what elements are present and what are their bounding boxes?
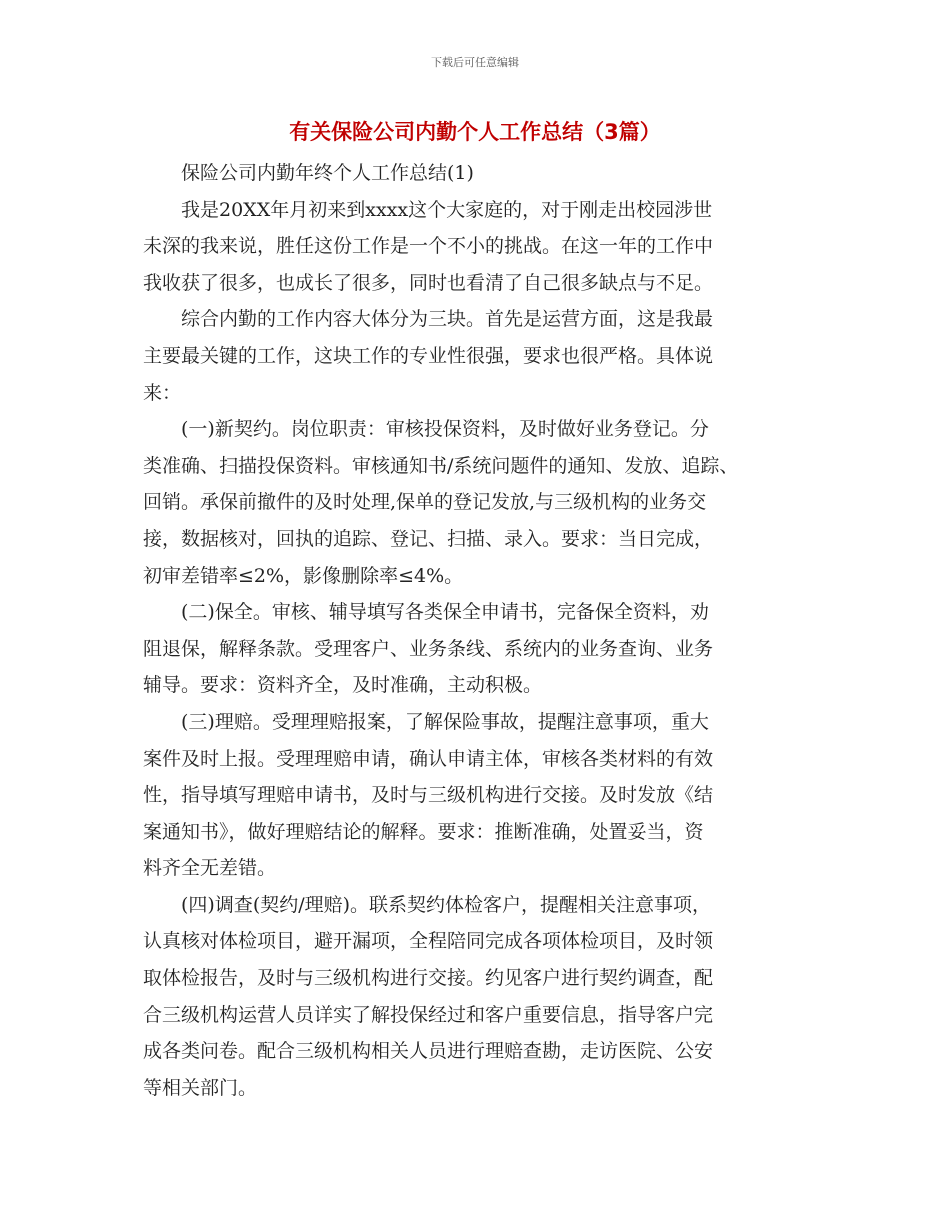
paragraph-claims: (三)理赔。受理理赔报案，了解保险事故，提醒注意事项，重大 案件及时上报。受理理赔申请，确认申请主体，审核各类材料的有效 性，指导填写理赔申请书，及时与三级机构进行交接。及时发放《结 案通知书》，做好理赔结论的解释。要求：推断准确，处置妥当，资 料齐全无差错。 [143,710,714,880]
header-note: 下载后可任意编辑 [431,56,519,69]
document-title: 有关保险公司内勤个人工作总结（3篇） [289,120,661,144]
paragraph-overview: 综合内勤的工作内容大体分为三块。首先是运营方面，这是我最 主要最关键的工作，这块工作的专业性很强，要求也很严格。具体说 来： [143,308,714,404]
document-body [143,155,823,1106]
paragraph-preservation: (二)保全。审核、辅导填写各类保全申请书，完备保全资料，劝 阻退保，解释条款。受理客户、业务条线、系统内的业务查询、业务 辅导。要求：资料齐全，及时准确，主动积极。 [143,601,714,697]
paragraph-new-contract: (一)新契约。岗位职责：审核投保资料，及时做好业务登记。分 类准确、扫描投保资料。审核通知书/系统问题件的通知、发放、追踪、 回销。承保前撤件的及时处理,保单的登记发放,与三级机构的业务交 接，数据核对，回执的追踪、登记、扫描、录入。要求：当日完成， 初审差错率≤2%，影像删除率≤4%。 [143,418,739,587]
paragraph-investigation: (四)调查(契约/理赔)。联系契约体检客户，提醒相关注意事项， 认真核对体检项目，避开漏项，全程陪同完成各项体检项目，及时领 取体检报告，及时与三级机构进行交接。约见客户进行契约调查，配 合三级机构运营人员详实了解投保经过和客户重要信息，指导客户完 成各类问卷。配合三级机构相关人员进行理赔查勘，走访医院、公安 等相关部门。 [143,893,714,1099]
paragraph-intro: 我是20XX年月初来到xxxx这个大家庭的，对于刚走出校园涉世 未深的我来说，胜任这份工作是一个不小的挑战。在这一年的工作中 我收获了很多，也成长了很多，同时也看清了自己很多缺点与不足。 [143,198,714,294]
section-heading: 保险公司内勤年终个人工作总结(1) [181,162,474,184]
